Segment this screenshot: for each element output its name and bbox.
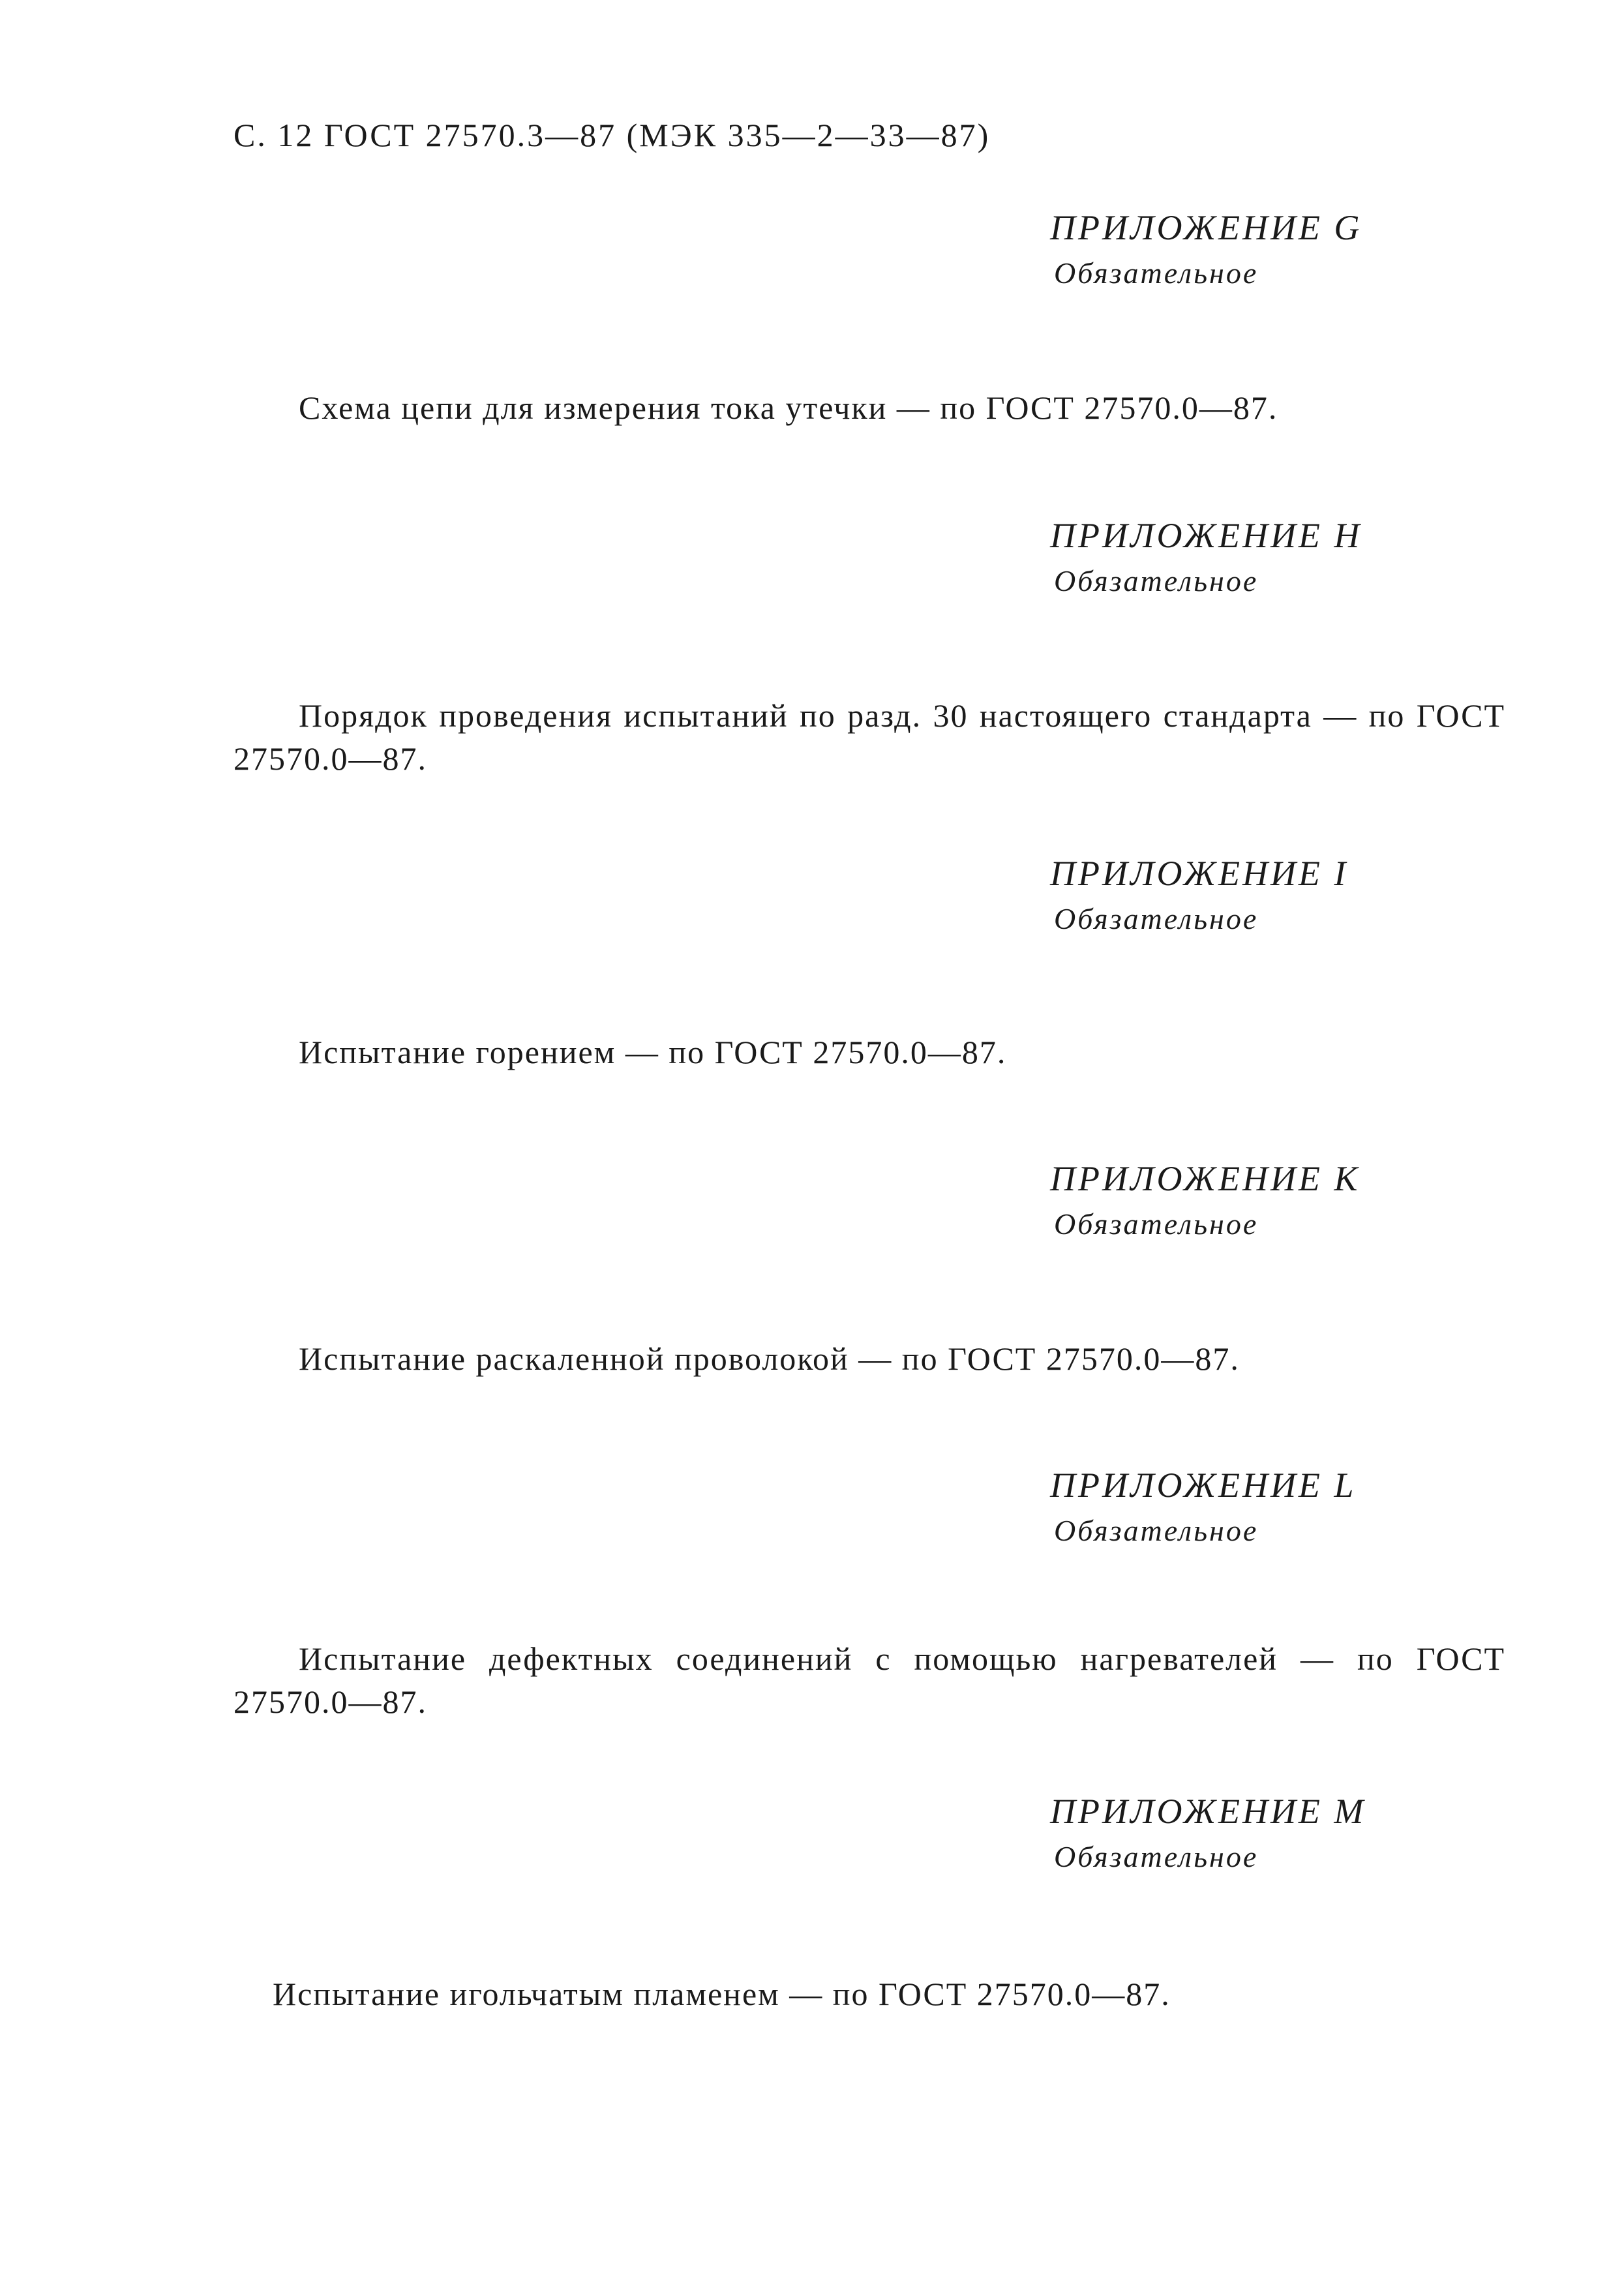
appendix-g-text: Схема цепи для измерения тока утечки — по ГОСТ 27570.0—87. (299, 389, 1278, 426)
appendix-h-heading (1050, 515, 1507, 598)
appendix-status: Обязательное (1054, 1514, 1259, 1547)
appendix-h-text: Порядок проведения испытаний по разд. 30 настоящего стандарта — по ГОСТ 27570.0—87. (233, 697, 1505, 777)
appendix-i-heading (1050, 853, 1507, 936)
appendix-k-heading (1050, 1158, 1507, 1241)
appendix-status: Обязательное (1054, 564, 1259, 597)
appendix-k-text: Испытание раскаленной проволокой — по ГОСТ 27570.0—87. (299, 1340, 1240, 1377)
appendix-status: Обязательное (1054, 1207, 1259, 1241)
appendix-l-text: Испытание дефектных соединений с помощью нагревателей — по ГОСТ 27570.0—87. (233, 1640, 1505, 1720)
appendix-status: Обязательное (1054, 902, 1259, 935)
appendix-i-text: Испытание горением — по ГОСТ 27570.0—87. (299, 1034, 1007, 1070)
appendix-g-heading (1050, 207, 1507, 290)
appendix-title: ПРИЛОЖЕНИЕ I (1050, 854, 1349, 893)
appendix-title: ПРИЛОЖЕНИЕ M (1050, 1792, 1366, 1831)
appendix-status: Обязательное (1054, 256, 1259, 290)
running-head: С. 12 ГОСТ 27570.3—87 (МЭК 335—2—33—87) (233, 117, 991, 153)
appendix-title: ПРИЛОЖЕНИЕ G (1050, 208, 1362, 247)
appendix-status: Обязательное (1054, 1840, 1259, 1873)
appendix-m-text: Испытание игольчатым пламенем — по ГОСТ 27570.0—87. (273, 1976, 1171, 2012)
appendix-l-heading (1050, 1465, 1507, 1548)
appendix-title: ПРИЛОЖЕНИЕ K (1050, 1159, 1361, 1198)
appendix-title: ПРИЛОЖЕНИЕ L (1050, 1466, 1357, 1505)
appendix-title: ПРИЛОЖЕНИЕ H (1050, 516, 1362, 555)
appendix-m-heading (1050, 1791, 1507, 1874)
